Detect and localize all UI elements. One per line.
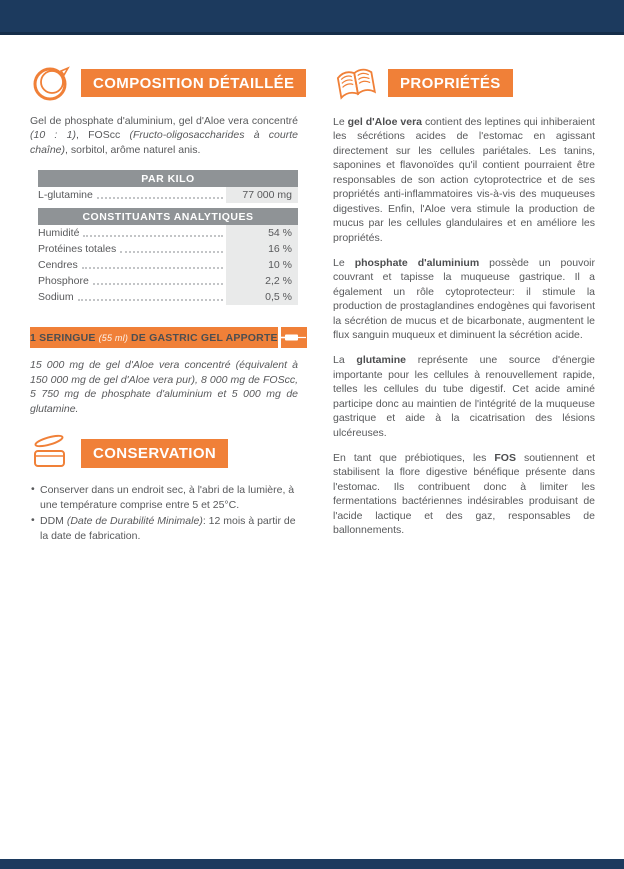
composition-intro: Gel de phosphate d'aluminium, gel d'Aloe vera concentré (10 : 1), FOScc (Fructo-oligosaccharides à courte chaîne), sorbitol, arôme naturel anis.	[30, 115, 298, 156]
row-value: 2,2 %	[226, 273, 298, 289]
dotted-leader	[78, 299, 223, 301]
table-row	[38, 289, 298, 305]
row-value: 0,5 %	[226, 289, 298, 305]
list-item: • Conserver dans un endroit sec, à l'abri de la lumière, à une température comprise entre 5 et 25°C.	[30, 483, 298, 512]
dotted-leader	[82, 267, 223, 269]
syringe-apport-text: 15 000 mg de gel d'Aloe vera concentré (équivalent à 150 000 mg de gel d'Aloe vera pur), 8 000 mg de FOScc, 5 750 mg de phosphate d'aluminium et 5 000 mg de glutamine.	[30, 359, 298, 415]
table-row	[38, 187, 298, 203]
row-label: L-glutamine	[38, 189, 93, 202]
list-item: • DDM (Date de Durabilité Minimale): 12 mois à partir de la date de fabrication.	[30, 514, 298, 543]
table-row	[38, 257, 298, 273]
properties-paragraph: Le phosphate d'aluminium possède un pouvoir couvrant et tapisse la muqueuse gastrique. Il a également un rôle cytoprotecteur: il stimule la production de prostaglandines endogènes qui favorisent la sécrétion de mucus et de bicarbonate, augmentent le flux sanguin muqueux et diminuent la sécrétion acide.	[333, 256, 595, 342]
properties-paragraph: En tant que prébiotiques, les FOS soutiennent et stabilisent la flore digestive bénéfique présente dans l'estomac. Ils contribuent donc à limiter les fermentations bactériennes indésirables produisant de l'acide lactique et des gaz, responsables de ballonnements.	[333, 451, 595, 537]
open-jar-icon	[30, 433, 72, 473]
row-label: Sodium	[38, 291, 74, 304]
properties-section-header	[333, 62, 595, 104]
right-column	[333, 62, 595, 548]
row-value: 77 000 mg	[226, 187, 298, 203]
per-kilo-table	[38, 170, 298, 305]
gel-ring-icon	[30, 62, 72, 104]
dotted-leader	[97, 197, 223, 199]
table-row	[38, 241, 298, 257]
properties-paragraph: Le gel d'Aloe vera contient des leptines qui inhiberaient les sécrétions acides de l'estomac en agissant directement sur les cellules pariétales. Les tanins, saponines et flavonoïdes qu'il contient pourraient être responsables de son action cytoprotectrice et de ses propriétés anti-inflammatoires vis-à-vis des muqueuses digestives. Enfin, l'Aloe vera stimule la production de mucus par les cellules glandulaires et en améliore les propriétés.	[333, 116, 595, 244]
bottom-band	[0, 859, 624, 869]
composition-title: COMPOSITION DÉTAILLÉE	[81, 69, 306, 97]
dotted-leader	[120, 251, 223, 253]
conservation-bullets	[30, 483, 298, 543]
left-column	[30, 62, 298, 545]
dotted-leader	[83, 235, 223, 237]
row-value: 16 %	[226, 241, 298, 257]
table-row	[38, 225, 298, 241]
syringe-banner	[30, 327, 298, 348]
conservation-title: CONSERVATION	[81, 439, 228, 467]
row-value: 54 %	[226, 225, 298, 241]
row-label: Cendres	[38, 259, 78, 272]
conservation-section-header	[30, 433, 298, 473]
properties-title: PROPRIÉTÉS	[388, 69, 513, 97]
analytical-header: CONSTITUANTS ANALYTIQUES	[38, 208, 298, 225]
row-label: Phosphore	[38, 275, 89, 288]
per-kilo-header: PAR KILO	[38, 170, 298, 187]
properties-paragraph: La glutamine représente une source d'énergie importante pour les cellules à renouvellement rapide, telles les cellules du tube digestif. Cet acide aminé participe donc au maintien de l'intégrité de la muqueuse gastrique et aide à la cicatrisation des lésions ulcéreuses.	[333, 354, 595, 439]
open-book-icon	[333, 62, 379, 104]
table-row	[38, 273, 298, 289]
row-label: Protéines totales	[38, 243, 117, 256]
syringe-icon	[281, 327, 307, 348]
composition-section-header	[30, 62, 298, 104]
row-value: 10 %	[226, 257, 298, 273]
row-label: Humidité	[38, 227, 80, 240]
syringe-banner-text: 1 SERINGUE (55 ml) DE GASTRIC GEL APPORTE	[30, 327, 278, 348]
dotted-leader	[93, 283, 223, 285]
top-band	[0, 0, 624, 35]
